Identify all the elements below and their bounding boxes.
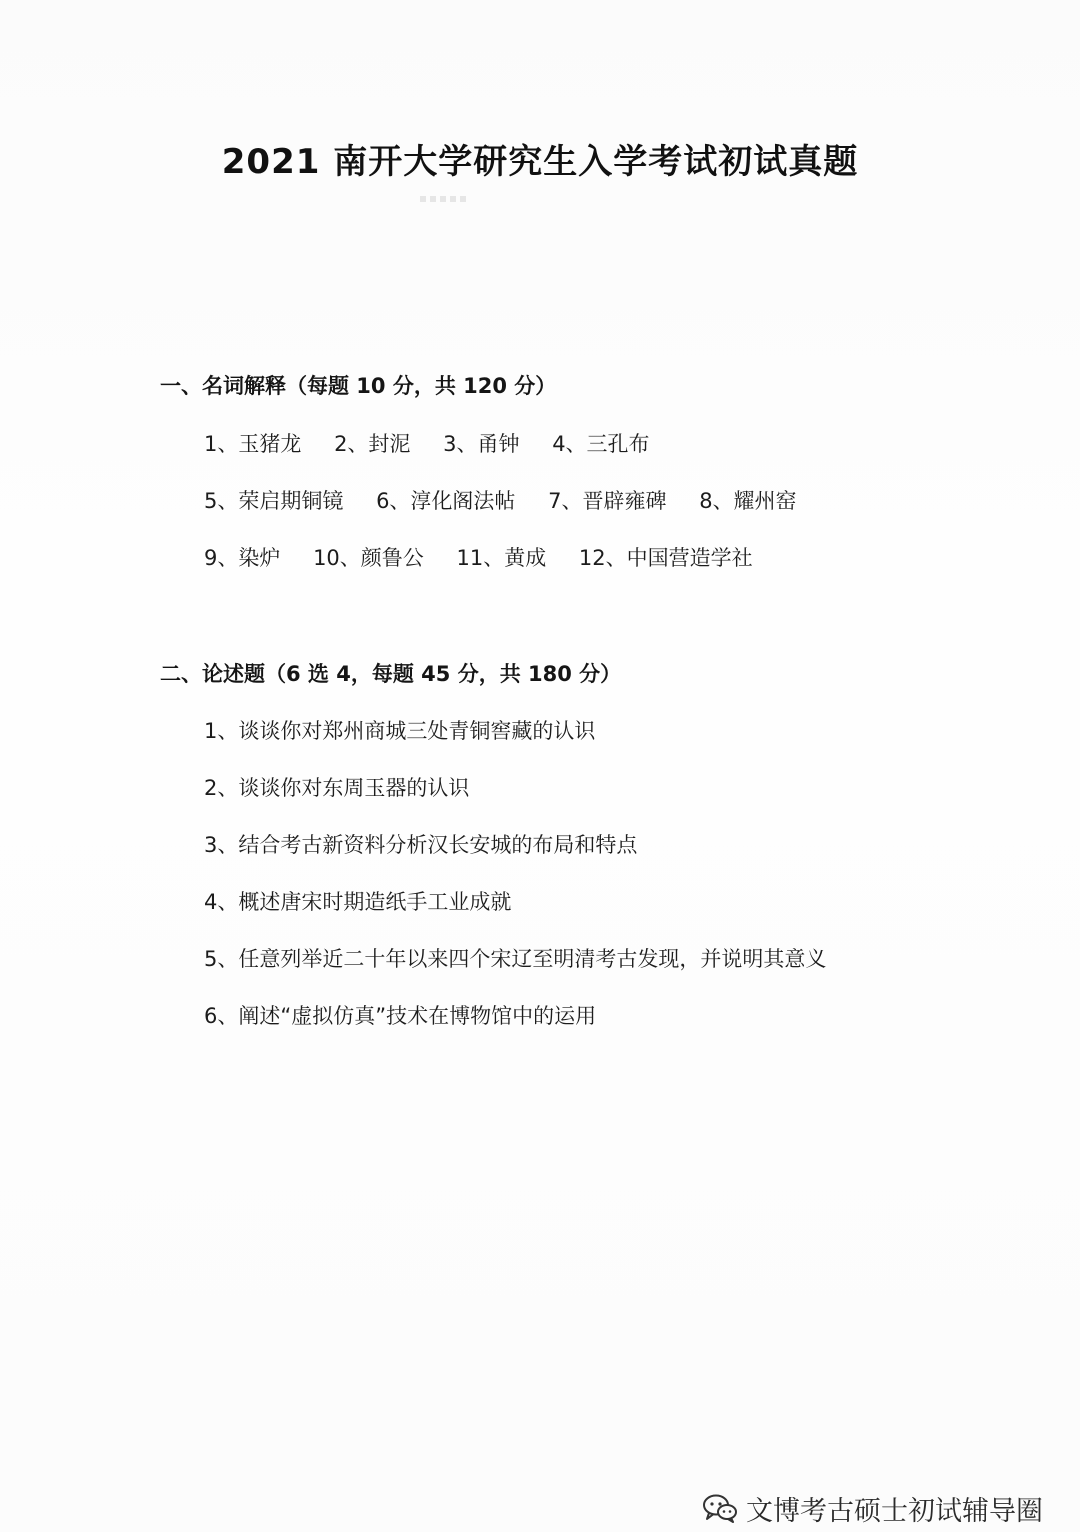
essay-question: 2、谈谈你对东周玉器的认识 (204, 776, 470, 800)
term-item: 1、玉猪龙 (204, 432, 302, 456)
essay-question: 1、谈谈你对郑州商城三处青铜窖藏的认识 (204, 719, 596, 743)
term-item: 7、晋辟雍碑 (548, 489, 667, 513)
scan-artifact (420, 196, 470, 202)
term-item: 10、颜鲁公 (313, 546, 424, 570)
page-title: 2021 南开大学研究生入学考试初试真题 (221, 142, 859, 182)
term-item: 3、甬钟 (443, 432, 520, 456)
term-item: 4、三孔布 (552, 432, 650, 456)
section-2-heading: 二、论述题（6 选 4，每题 45 分，共 180 分） (160, 662, 622, 686)
term-row-1 (204, 428, 650, 458)
essay-question: 3、结合考古新资料分析汉长安城的布局和特点 (204, 833, 638, 857)
watermark-text: 文博考古硕士初试辅导圈 (746, 1495, 1043, 1527)
watermark (702, 1488, 1043, 1528)
term-item: 8、耀州窑 (699, 489, 797, 513)
term-item: 11、黄成 (456, 546, 547, 570)
essay-question: 4、概述唐宋时期造纸手工业成就 (204, 890, 512, 914)
term-item: 12、中国营造学社 (578, 546, 753, 570)
term-item: 5、荣启期铜镜 (204, 489, 344, 513)
term-item: 6、淳化阁法帖 (376, 489, 516, 513)
term-item: 9、染炉 (204, 546, 281, 570)
essay-question: 5、任意列举近二十年以来四个宋辽至明清考古发现，并说明其意义 (204, 947, 827, 971)
section-1-heading: 一、名词解释（每题 10 分，共 120 分） (160, 374, 557, 398)
term-row-3 (204, 542, 753, 572)
wechat-icon (702, 1493, 738, 1523)
term-row-2 (204, 485, 797, 515)
essay-question: 6、阐述“虚拟仿真”技术在博物馆中的运用 (204, 1004, 597, 1028)
term-item: 2、封泥 (334, 432, 411, 456)
